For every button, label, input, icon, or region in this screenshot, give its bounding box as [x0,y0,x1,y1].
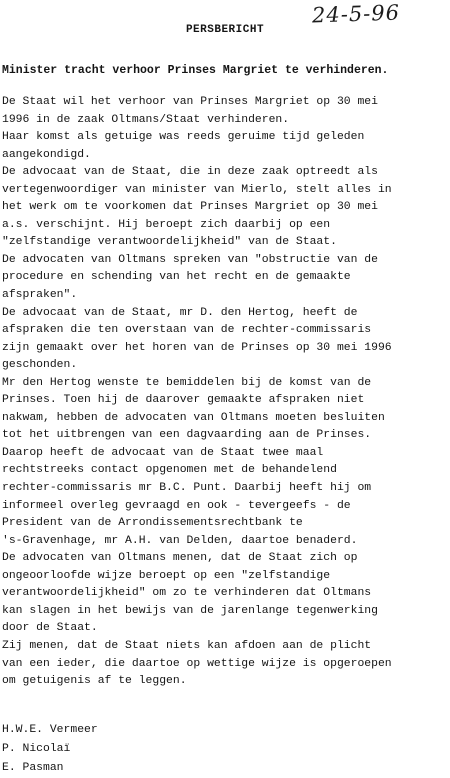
body-line: vertegenwoordiger van minister van Mierlo, stelt alles in [2,183,392,196]
body-line: a.s. verschijnt. Hij beroept zich daarbij op een [2,218,331,231]
body-line: nakwam, hebben de advocaten van Oltmans moeten besluiten [2,411,385,424]
body-line: De advocaat van de Staat, die in deze zaak optreedt als [2,166,378,179]
body-line: kan slagen in het bewijs van de jarenlange tegenwerking [2,604,378,617]
body-line: geschonden. [2,359,78,372]
body-line: Haar komst als getuige was reeds geruime tijd geleden [2,131,365,144]
document-title: PERSBERICHT [185,24,265,36]
body-line: zijn gemaakt over het horen van de Prinses op 30 mei 1996 [2,341,392,354]
body-line: procedure en schending van het recht en de gemaakte [2,271,351,284]
signatory-name: E. Pasman [2,762,64,774]
signatory-name: P. Nicolaï [2,743,71,755]
body-line: verantwoordelijkheid" om zo te verhinderen dat Oltmans [2,587,372,600]
body-line: De advocaten van Oltmans spreken van "obstructie van de [2,253,378,266]
body-line: De advocaat van de Staat, mr D. den Hertog, heeft de [2,306,358,319]
signatory-name: H.W.E. Vermeer [2,724,98,736]
body-line: Zij menen, dat de Staat niets kan afdoen aan de plicht [2,639,372,652]
body-line: rechtstreeks contact opgenomen met de behandelend [2,464,337,477]
body-line: van een ieder, die daartoe op wettige wijze is opgeroepen [2,657,392,670]
body-line: De advocaten van Oltmans menen, dat de Staat zich op [2,552,358,565]
body-line: 's-Gravenhage, mr A.H. van Delden, daartoe benaderd. [2,534,358,547]
body-line: om getuigenis af te leggen. [2,675,187,688]
body-line: afspraken die ten overstaan van de rechter-commissaris [2,324,372,337]
body-line: De Staat wil het verhoor van Prinses Margriet op 30 mei [2,96,378,108]
body-line: het werk om te voorkomen dat Prinses Margriet op 30 mei [2,201,378,214]
body-line: Prinses. Toen hij de daarover gemaakte afspraken niet [2,394,365,407]
body-text [2,94,448,691]
body-line: ongeoorloofde wijze beroept op een "zelfstandige [2,569,331,582]
body-line: afspraken". [2,289,78,302]
body-line: Daarop heeft de advocaat van de Staat twee maal [2,446,324,459]
body-line: President van de Arrondissementsrechtbank te [2,517,303,530]
body-line: 1996 in de zaak Oltmans/Staat verhinderen. [2,113,290,126]
body-line: door de Staat. [2,622,98,635]
body-line: "zelfstandige verantwoordelijkheid" van de Staat. [2,236,337,249]
headline: Minister tracht verhoor Prinses Margriet te verhinderen. [2,64,389,77]
body-line: informeel overleg gevraagd en ook - tevergeefs - de [2,499,351,512]
signature-block [2,721,98,778]
body-line: Mr den Hertog wenste te bemiddelen bij de komst van de [2,376,372,389]
body-line: rechter-commissaris mr B.C. Punt. Daarbij heeft hij om [2,482,372,495]
handwritten-date: 24-5-96 [311,0,401,28]
body-line: tot het uitbrengen van een dagvaarding aan de Prinses. [2,429,372,442]
body-line: aangekondigd. [2,148,91,161]
